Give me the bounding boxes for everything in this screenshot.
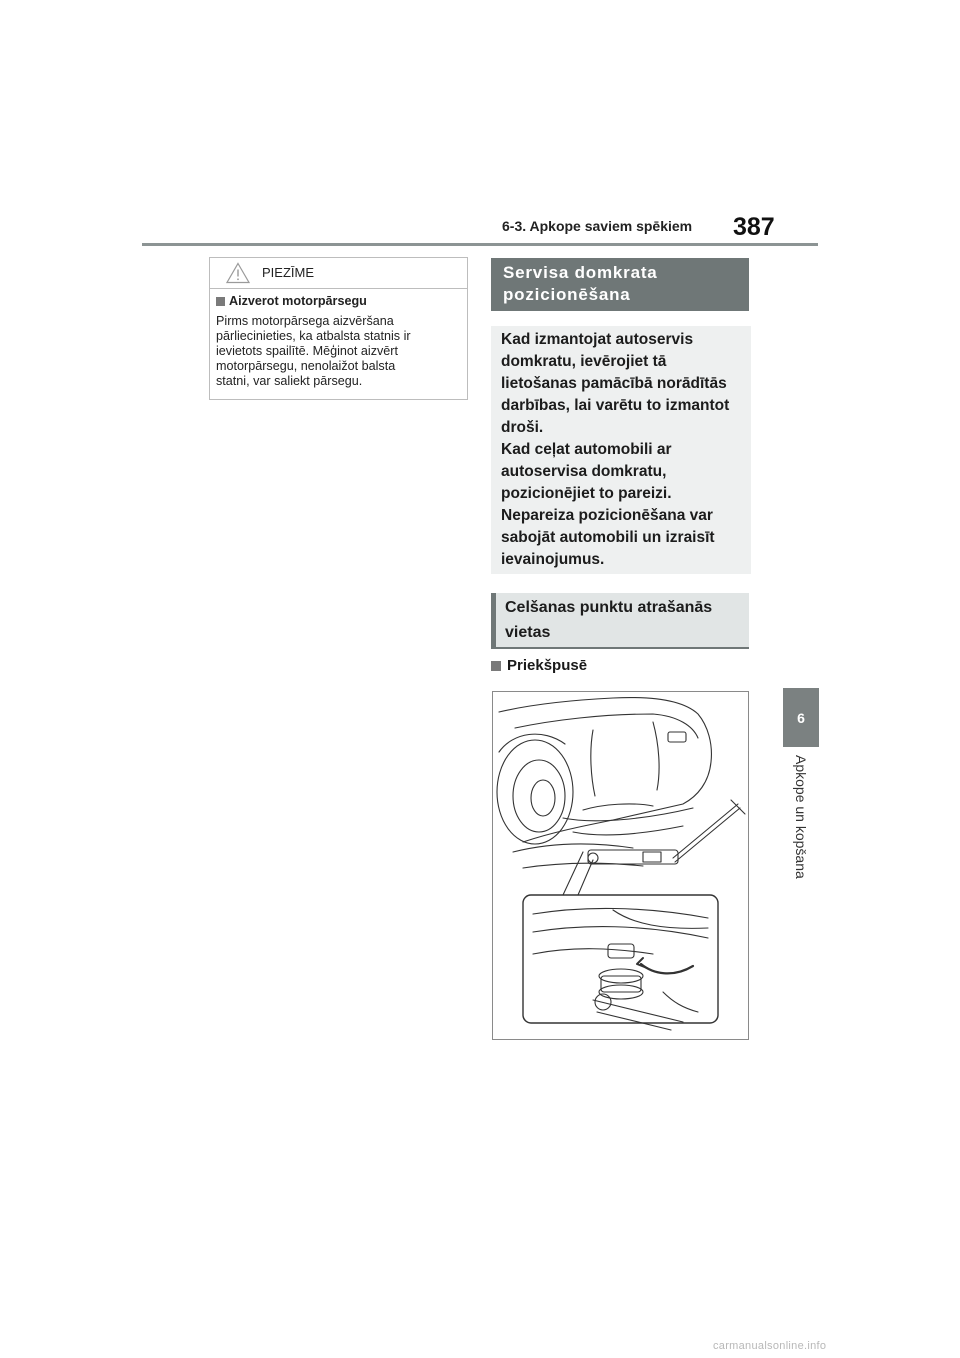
section-heading-line: Servisa domkrata [503,263,658,282]
jack-lift-point-illustration [493,692,749,1040]
warning-line: droši. [501,419,544,436]
warning-line: domkratu, ievērojiet tā [501,353,667,370]
front-label [491,657,587,674]
bullet-square-icon [491,661,501,671]
warning-box [491,326,751,574]
bullet-square-icon [216,297,225,306]
lift-point-figure [492,691,749,1040]
note-line: pārliecinieties, ka atbalsta statnis ir [216,329,411,343]
subsection-heading [491,593,749,649]
warning-line: Kad ceļat automobili ar [501,441,672,458]
subsection-heading-line: vietas [505,624,551,641]
warning-line: pozicionējiet to pareizi. [501,485,672,502]
section-heading [491,258,749,311]
chapter-label: Apkope un kopšana [793,755,809,879]
header-section-title: 6-3. Apkope saviem spēkiem [502,218,693,234]
front-label-text: Priekšpusē [507,657,588,674]
subsection-heading-line: Celšanas punktu atrašanās [505,599,713,616]
page-number: 387 [733,213,775,241]
note-title: PIEZĪME [262,265,315,280]
note-line: Pirms motorpārsega aizvēršana [216,314,394,328]
note-subheading-text: Aizverot motorpārsegu [229,294,367,308]
footer-watermark: carmanualsonline.info [713,1340,827,1352]
warning-line: autoservisa domkratu, [501,463,667,480]
note-header [210,258,467,289]
note-line: ievietots spailītē. Mēģinot aizvērt [216,344,398,358]
note-line: statni, var saliekt pārsegu. [216,374,363,388]
warning-line: ievainojumus. [501,551,605,568]
note-line: motorpārsegu, nenolaižot balsta [216,359,396,373]
warning-line: Kad izmantojat autoservis [501,331,694,348]
warning-line: Nepareiza pozicionēšana var [501,507,713,524]
header-rule [142,243,818,246]
note-subheading [216,294,461,309]
chapter-tab[interactable]: 6 [783,688,819,747]
warning-triangle-icon [226,262,250,284]
warning-line: darbības, lai varētu to izmantot [501,397,730,414]
note-box [209,257,468,400]
warning-line: lietošanas pamācībā norādītās [501,375,727,392]
note-body [210,289,467,389]
section-heading-line: pozicionēšana [503,285,631,304]
warning-line: sabojāt automobili un izraisīt [501,529,715,546]
